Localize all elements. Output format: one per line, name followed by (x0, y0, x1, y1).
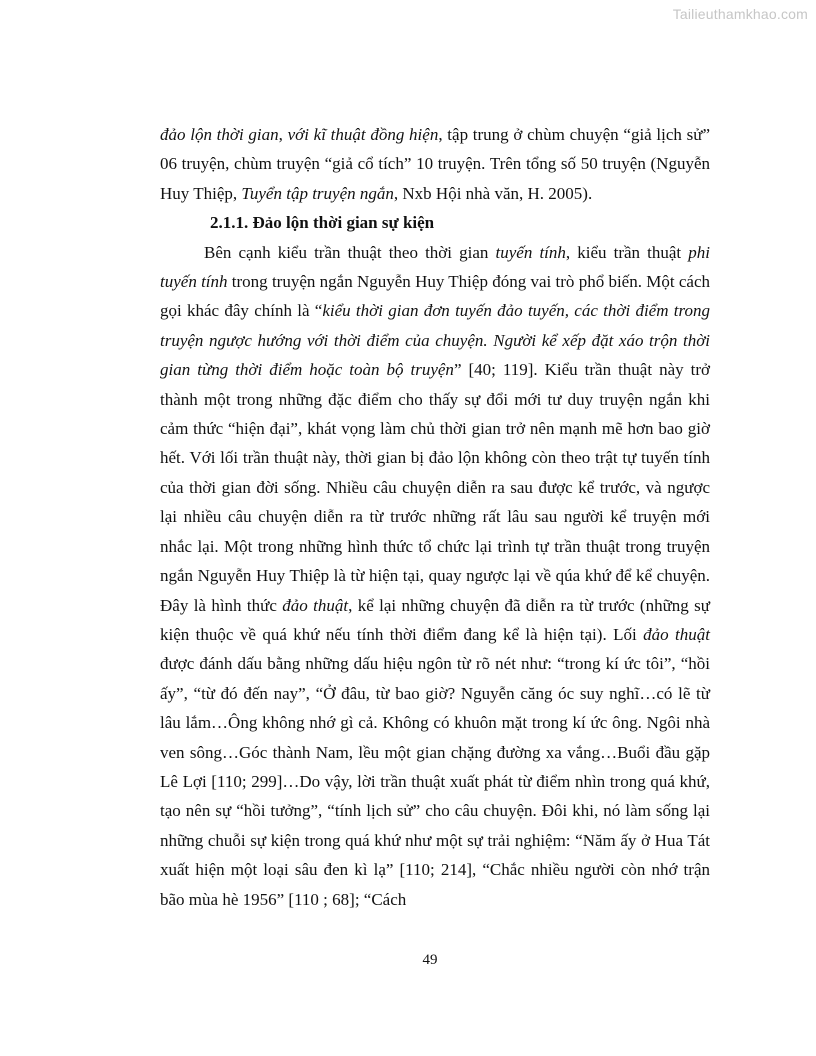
paragraph-intro (160, 120, 710, 208)
document-body (160, 120, 710, 914)
text-run: Bên cạnh kiểu trần thuật theo thời gian (204, 242, 496, 262)
section-heading: 2.1.1. Đảo lộn thời gian sự kiện (210, 213, 435, 233)
italic-quote: kiểu thời gian đơn tuyến đảo tuyến, các thời điểm trong truyện ngược hướng với thời điểm của chuyện. Người kể xếp đặt xáo trộn thời gian từng thời điểm hoặc toàn bộ truyện (160, 301, 710, 380)
book-title: Tuyển tập truyện ngắn (241, 183, 394, 203)
text-run: được đánh dấu bằng những dấu hiệu ngôn từ rõ nét như: “trong kí ức tôi”, “hồi ấy”, “từ đó đến nay”, “Ở đâu, từ bao giờ? Nguyễn căng óc suy nghĩ…có lẽ từ lâu lắm…Ông không nhớ gì cả. Không có khuôn mặt trong kí ức ông. Ngôi nhà ven sông…Góc thành Nam, lều một gian chặng đường xa vắng…Buổi đầu gặp Lê Lợi [110; 299]…Do vậy, lời trần thuật xuất phát từ điểm nhìn trong quá khứ, tạo nên sự “hồi tưởng”, “tính lịch sử” cho câu chuyện. Đôi khi, nó làm sống lại những chuỗi sự kiện trong quá khứ như một sự trải nghiệm: “Năm ấy ở Hua Tát xuất hiện một loại sâu đen kì lạ” [110; 214], “Chắc nhiều người còn nhớ trận bão mùa hè 1956” [110 ; 68]; “Cách (160, 654, 710, 909)
text-run: ” [40; 119]. Kiểu trần thuật này trở thành một trong những đặc điểm cho thấy sự đổi mới tư duy truyện ngắn khi cảm thức “hiện đại”, khát vọng làm chủ thời gian trở nên mạnh mẽ hơn bao giờ hết. Với lối trần thuật này, thời gian bị đảo lộn không còn theo trật tự tuyến tính của thời gian đời sống. Nhiều câu chuyện diễn ra sau được kể trước, và ngược lại nhiều câu chuyện diễn ra từ trước những rất lâu sau người kể truyện mới nhắc lại. Một trong những hình thức tổ chức lại trình tự trần thuật trong truyện ngắn Nguyễn Huy Thiệp là từ hiện tại, quay ngược lại về qúa khứ để kể chuyện. Đây là hình thức (160, 360, 710, 615)
italic-phrase: tuyến tính (495, 242, 566, 262)
paragraph-main (160, 238, 710, 914)
watermark: Tailieuthamkhao.com (672, 6, 808, 22)
italic-phrase: phi tuyến tính (160, 242, 710, 292)
italic-phrase: đảo thuật (282, 595, 349, 615)
italic-phrase: đảo lộn thời gian (160, 125, 279, 144)
italic-phrase: đảo thuật (643, 624, 710, 644)
text-run: , kể lại những chuyện đã diễn ra từ trước (những sự kiện thuộc về quá khứ nếu tính thời điểm đang kể là hiện tại). Lối (160, 595, 710, 644)
text-run: , kiểu trần thuật (565, 242, 689, 262)
text-run: , Nxb Hội nhà văn, H. 2005). (393, 183, 593, 203)
text-run: , tập trung ở chùm chuyện “giả lịch sử” 06 truyện, chùm truyện “giả cổ tích” 10 truyện. Trên tổng số 50 truyện (Nguyễn Huy Thiệp, (160, 125, 711, 203)
text-run: trong truyện ngắn Nguyễn Huy Thiệp đóng vai trò phổ biến. Một cách gọi khác đây chính là “ (160, 272, 710, 321)
italic-phrase: với kĩ thuật đồng hiện (287, 125, 439, 144)
text-run: , (278, 125, 288, 144)
page-number: 49 (422, 952, 438, 968)
